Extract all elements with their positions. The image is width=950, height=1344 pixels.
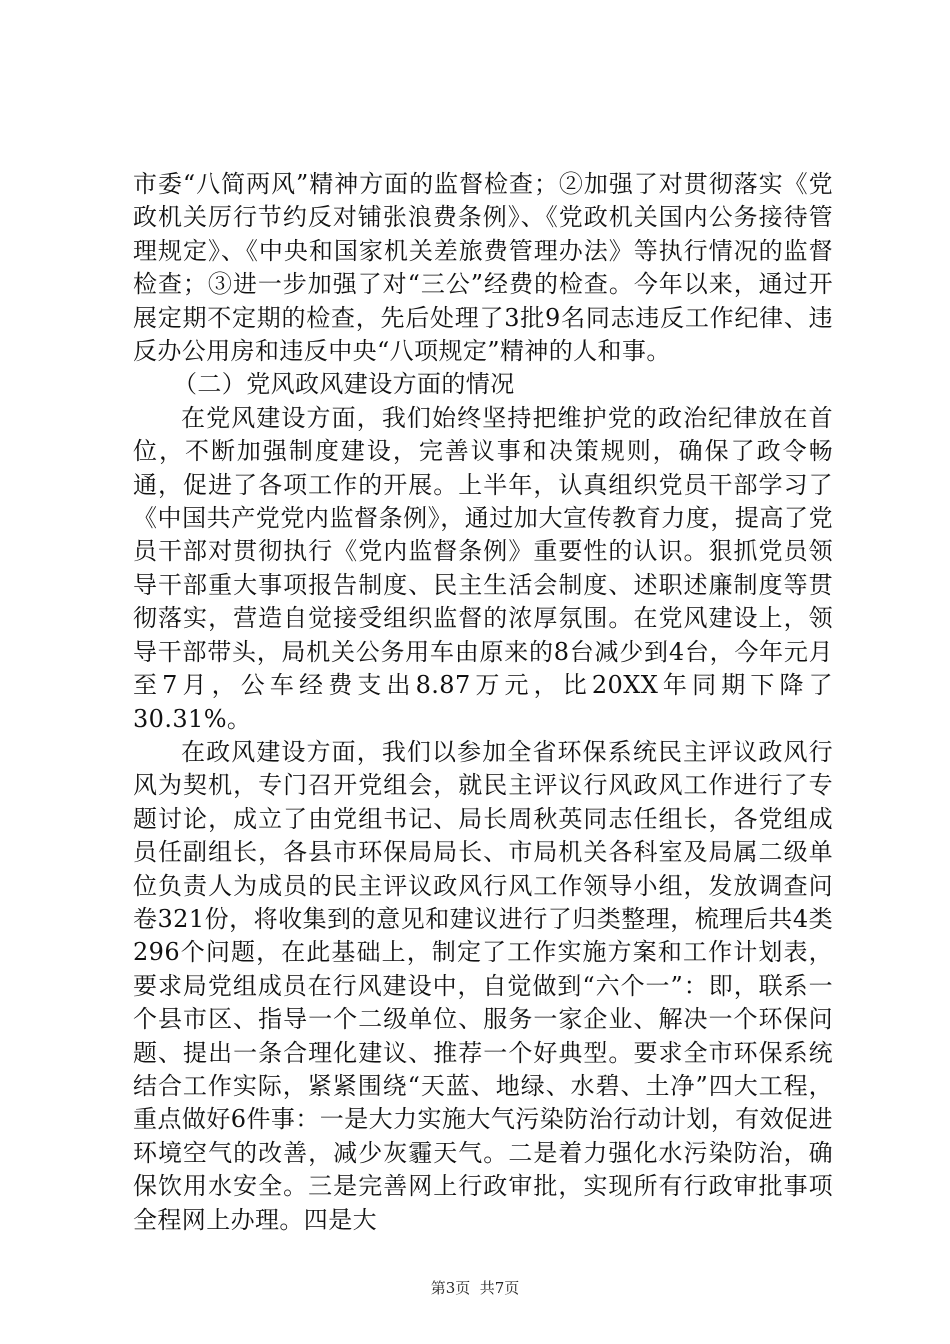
page-footer — [0, 1278, 950, 1298]
paragraph-government-style: 在政风建设方面，我们以参加全省环保系统民主评议政风行风为契机，专门召开党组会，就民主评议行风政风工作进行了专题讨论，成立了由党组书记、局长周秋英同志任组长，各党组成员任副组长，各县市环保局局长、市局机关各科室及局属二级单位负责人为成员的民主评议政风行风工作领导小组，发放调查问卷321份，将收集到的意见和建议进行了归类整理，梳理后共4类296个问题，在此基础上，制定了工作实施方案和工作计划表，要求局党组成员在行风建设中，自觉做到“六个一”：即，联系一个县市区、指导一个二级单位、服务一家企业、解决一个环保问题、提出一条合理化建议、推荐一个好典型。要求全市环保系统结合工作实际，紧紧围绕“天蓝、地绿、水碧、土净”四大工程，重点做好6件事：一是大力实施大气污染防治行动计划，有效促进环境空气的改善，减少灰霾天气。二是着力强化水污染防治，确保饮用水安全。三是完善网上行政审批，实现所有行政审批事项全程网上办理。四是大 — [133, 737, 833, 1234]
paragraph-continuation: 市委“八简两风”精神方面的监督检查；②加强了对贯彻落实《党政机关厉行节约反对铺张浪费条例》、《党政机关国内公务接待管理规定》、《中央和国家机关差旅费管理办法》等执行情况的监督检查；③进一步加强了对“三公”经费的检查。今年以来，通过开展定期不定期的检查，先后处理了3批9名同志违反工作纪律、违反办公用房和违反中央“八项规定”精神的人和事。 — [133, 170, 833, 366]
document-body — [133, 168, 833, 1237]
page-number-label: 第3页 共7页 — [430, 1279, 520, 1297]
paragraph-party-style: 在党风建设方面，我们始终坚持把维护党的政治纪律放在首位，不断加强制度建设，完善议事和决策规则，确保了政令畅通，促进了各项工作的开展。上半年，认真组织党员干部学习了《中国共产党党内监督条例》，通过加大宣传教育力度，提高了党员干部对贯彻执行《党内监督条例》重要性的认识。狠抓党员领导干部重大事项报告制度、民主生活会制度、述职述廉制度等贯彻落实，营造自觉接受组织监督的浓厚氛围。在党风建设上，领导干部带头，局机关公务用车由原来的8台减少到4台，今年元月至7月，公车经费支出8.87万元，比20XX年同期下降了30.31%。 — [133, 403, 833, 733]
section-heading: （二）党风政风建设方面的情况 — [173, 370, 515, 399]
